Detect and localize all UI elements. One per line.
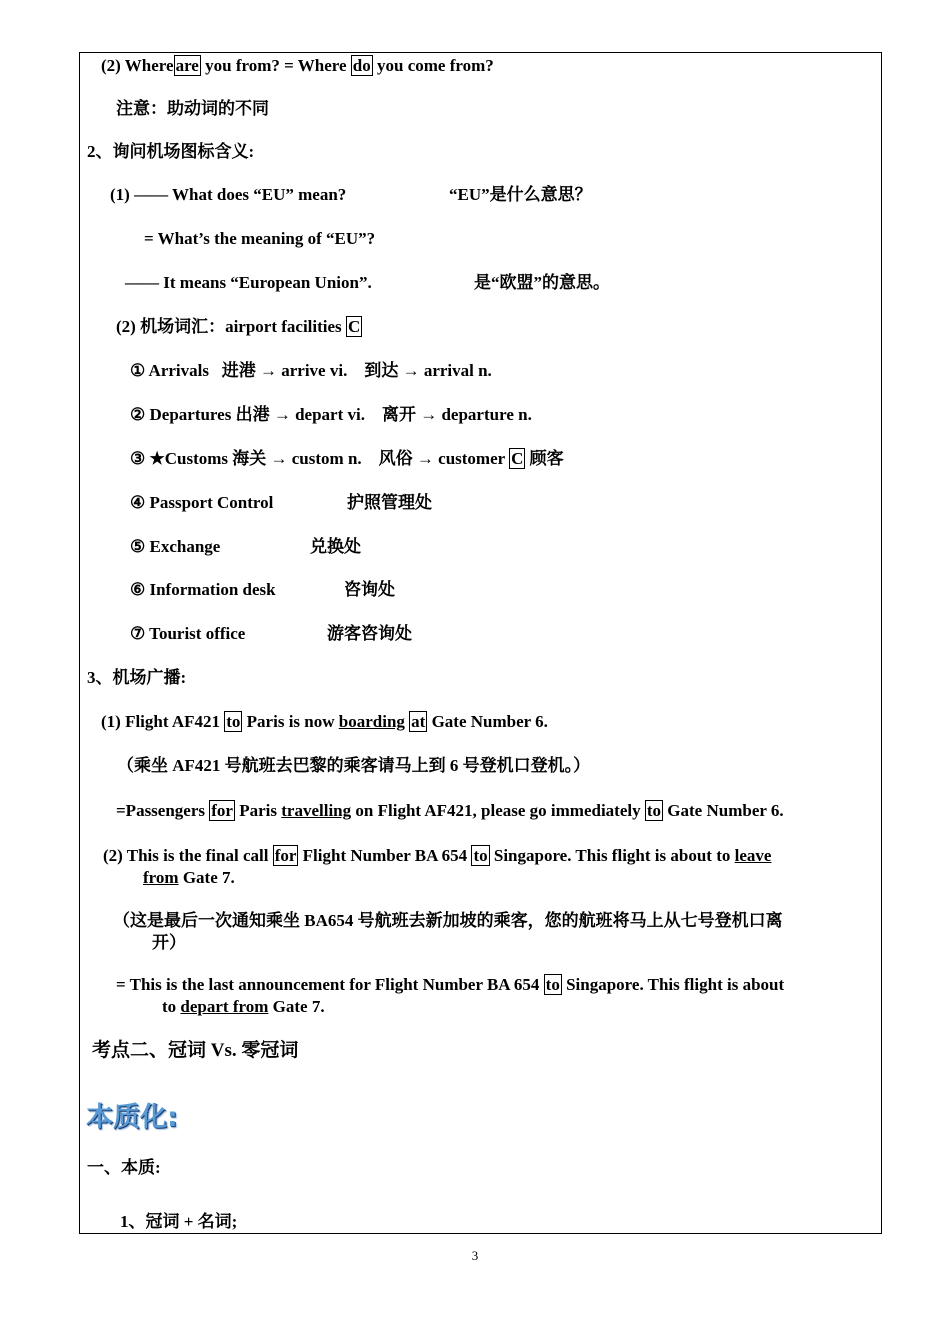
boxed-word: to [545, 975, 560, 994]
text: on Flight AF421, please go immediately [355, 801, 641, 820]
question-1-translation: “EU”是什么意思？ [449, 185, 592, 204]
exam-point-heading: 考点二、冠词 Vs. 零冠词 [92, 1040, 299, 1061]
text: Singapore. This flight is about [566, 975, 785, 994]
broadcast-2-translation-cont: 开） [152, 933, 186, 952]
underlined-word: boarding [338, 712, 405, 731]
vocab-item: ⑦ Tourist office [130, 624, 246, 643]
text: = This is the last announcement for Flight Number BA 654 [116, 975, 540, 994]
underlined-word: depart from [180, 997, 269, 1016]
text: =Passengers [116, 801, 206, 820]
underlined-word: leave [734, 846, 772, 865]
boxed-mark: C [511, 449, 524, 468]
answer-1-translation: 是“欧盟”的意思。 [474, 273, 610, 292]
broadcast-1-translation: （乘坐 AF421 号航班去巴黎的乘客请马上到 6 号登机口登机。） [117, 756, 591, 775]
text: 顾客 [529, 449, 564, 468]
vocab-item: ⑥ Information desk [130, 580, 276, 599]
boxed-word: at [411, 712, 426, 731]
broadcast-1-equivalent [116, 800, 784, 822]
vocab-heading [116, 316, 362, 338]
vocab-item-translation: 兑换处 [310, 537, 361, 556]
broadcast-2-line1 [103, 845, 771, 867]
vocab-item: ⑤ Exchange [130, 537, 221, 556]
boxed-word: do [352, 56, 371, 75]
vocab-item: ① Arrivals 进港 → arrive vi. 到达 → arrival n. [130, 361, 492, 380]
answer-1-line: —— It means “European Union”. [125, 273, 372, 292]
broadcast-2-equivalent-line1 [116, 974, 784, 996]
boxed-word: for [274, 846, 297, 865]
text: Paris is now [246, 712, 335, 731]
broadcast-2-translation: （这是最后一次通知乘坐 BA654 号航班去新加坡的乘客，您的航班将马上从七号登机口离 [113, 911, 783, 930]
vocab-item-translation: 护照管理处 [347, 493, 432, 512]
broadcast-2-equivalent-line2 [162, 996, 325, 1018]
text: Flight Number BA 654 [302, 846, 468, 865]
question-1-line [110, 184, 346, 206]
where-from-sentence [101, 55, 494, 77]
text: ③ ★Customs 海关 → custom n. 风俗 → customer [130, 449, 505, 468]
text: Gate Number 6. [667, 801, 784, 820]
text: (1) Flight AF421 [101, 712, 220, 731]
text: (2) This is the final call [103, 846, 269, 865]
boxed-word: for [211, 801, 233, 820]
page-number: 3 [471, 1248, 479, 1263]
text: you from? = Where [205, 56, 347, 75]
boxed-mark: C [347, 317, 361, 336]
text: Gate Number 6. [431, 712, 548, 731]
boxed-word: to [646, 801, 662, 820]
subsection-1: 1、冠词 + 名词; [120, 1212, 238, 1231]
text: Paris [239, 801, 278, 820]
boxed-word: to [473, 846, 488, 865]
vocab-item: ② Departures 出港 → depart vi. 离开 → departure n. [130, 405, 532, 424]
underlined-word: from [143, 868, 179, 887]
vocab-item-translation: 咨询处 [344, 580, 395, 599]
text: Gate 7. [272, 997, 325, 1016]
note-line: 注意：助动词的不同 [116, 99, 269, 118]
broadcast-2-line2 [143, 867, 235, 889]
section-2-heading: 2、询问机场图标含义: [87, 142, 255, 161]
section-3-heading: 3、机场广播: [87, 668, 187, 687]
text: you come from? [377, 56, 494, 75]
question-1-alt: = What’s the meaning of “EU”? [144, 229, 376, 248]
section-one-heading: 一、本质: [87, 1158, 161, 1177]
text: (1) —— What does “EU” mean? [110, 185, 347, 204]
boxed-word: are [175, 56, 199, 75]
underlined-word: travelling [281, 801, 352, 820]
text: Singapore. This flight is about to [493, 846, 731, 865]
text: Gate 7. [182, 868, 235, 887]
wordart-title: 本质化: [86, 1102, 178, 1133]
vocab-item-translation: 游客咨询处 [327, 624, 412, 643]
vocab-item [130, 448, 564, 470]
broadcast-1 [101, 711, 548, 733]
vocab-item: ④ Passport Control [130, 493, 274, 512]
text: to [162, 997, 177, 1016]
text: (2) Where [101, 56, 174, 75]
text: (2) 机场词汇：airport facilities [116, 317, 342, 336]
boxed-word: to [226, 712, 241, 731]
